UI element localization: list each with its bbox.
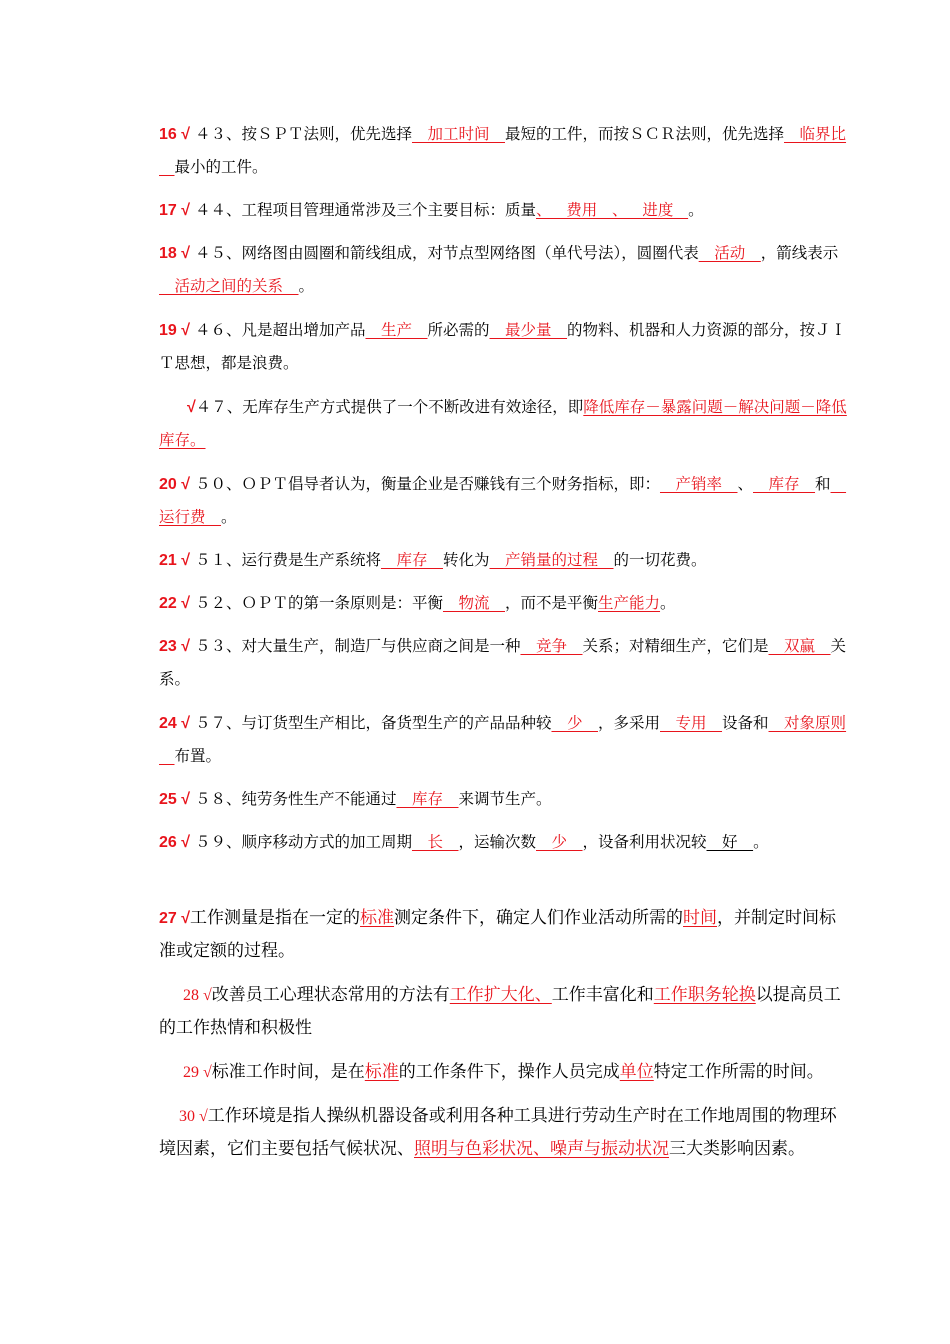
question-28: [159, 979, 849, 1045]
question-text: ４３、按ＳＰＴ法则，优先选择: [194, 125, 412, 143]
answer-blank: 单位: [619, 1062, 654, 1082]
answer-blank: __运行费__: [159, 475, 847, 526]
question-25: [159, 783, 849, 816]
question-18: [159, 237, 849, 303]
question-29: [183, 1056, 853, 1089]
answer-blank: __活动之间的关系__: [159, 277, 299, 295]
question-text: 的物料、机器和人力资源的部分，按ＪＩＴ思想，都是浪费。: [159, 321, 847, 372]
answer-blank: __少__: [536, 833, 583, 851]
question-text: ４７、无库存生产方式提供了一个不断改进有效途径，即: [195, 398, 584, 416]
question-27: [159, 902, 849, 968]
answer-blank: __好__: [706, 833, 754, 851]
answer-blank: __竞争__: [520, 637, 583, 655]
answer-blank: __活动__: [698, 244, 761, 262]
answer-blank: 生产能力: [598, 594, 661, 612]
question-text: 的一切花费。: [613, 551, 707, 569]
question-30: [159, 1100, 849, 1166]
question-text: ，而不是平衡: [505, 594, 599, 612]
question-number: 18 √: [159, 245, 191, 262]
question-text: 关系；对精细生产，它们是: [582, 637, 769, 655]
question-number: 22 √: [159, 595, 191, 612]
question-17: [159, 194, 849, 227]
question-text: 测定条件下，确定人们作业活动所需的: [394, 908, 684, 928]
question-text: 最小的工件。: [174, 158, 268, 176]
answer-blank: __最少量__: [489, 321, 568, 339]
question-26: [159, 826, 849, 859]
question-text: 转化为: [443, 551, 490, 569]
question-text: ，运输次数: [458, 833, 537, 851]
answer-blank: 工作扩大化、: [449, 985, 552, 1005]
question-number: 25 √: [159, 791, 191, 808]
question-text: 设备和: [722, 714, 769, 732]
answer-blank: __库存__: [380, 551, 443, 569]
question-text: ，设备利用状况较: [582, 833, 707, 851]
question-number: 16 √: [159, 126, 191, 143]
question-text: 特定工作所需的时间。: [653, 1062, 824, 1082]
question-number: 17 √: [159, 202, 191, 219]
question-number: 19 √: [159, 322, 191, 339]
answer-blank: __库存__: [753, 475, 816, 493]
answer-blank: 、 费用 、 进度: [535, 201, 689, 219]
question-text: ５７、与订货型生产相比，备货型生产的产品品种较: [194, 714, 552, 732]
question-number: 30 √: [179, 1108, 208, 1125]
answer-blank: __产销量的过程__: [489, 551, 614, 569]
question-text: 关系。: [159, 637, 847, 688]
answer-blank: 照明与色彩状况、噪声与振动状况: [414, 1139, 669, 1159]
question-text: 的工作条件下，操作人员完成: [398, 1062, 620, 1082]
question-text: 。: [660, 594, 676, 612]
question-number: 26 √: [159, 834, 191, 851]
question-23: [159, 630, 849, 696]
question-19: [159, 314, 849, 380]
question-text: 布置。: [174, 747, 222, 765]
question-number: 28 √: [183, 987, 212, 1004]
question-21: [159, 544, 849, 577]
question-number: √: [187, 399, 196, 416]
question-number: 20 √: [159, 476, 191, 493]
question-20: [159, 468, 849, 534]
question-text: 三大类影响因素。: [669, 1139, 805, 1159]
question-16: [159, 118, 849, 184]
answer-blank: __少__: [551, 714, 598, 732]
question-number: 24 √: [159, 715, 191, 732]
question-number: 21 √: [159, 552, 191, 569]
question-text: 。: [688, 201, 704, 219]
answer-blank: __库存__: [396, 790, 459, 808]
question-text: ５２、ＯＰＴ的第一条原则是：平衡: [194, 594, 443, 612]
question-text: 和: [815, 475, 831, 493]
answer-blank: 时间: [683, 908, 718, 928]
answer-blank: __对象原则__: [159, 714, 847, 765]
answer-blank: __长__: [411, 833, 459, 851]
question-text: 以提高员工的工作热情和积极性: [159, 985, 841, 1038]
answer-blank: __专用__: [660, 714, 723, 732]
question-text: ，箭线表示: [760, 244, 839, 262]
answer-blank: __加工时间__: [411, 125, 505, 143]
question-text: ５９、顺序移动方式的加工周期: [194, 833, 412, 851]
question-text: 。: [753, 833, 769, 851]
question-text: ５８、纯劳务性生产不能通过: [194, 790, 397, 808]
question-text: ４５、网络图由圆圈和箭线组成，对节点型网络图（单代号法），圆圈代表: [194, 244, 699, 262]
question-text: 工作丰富化和: [551, 985, 654, 1005]
answer-blank: 标准: [360, 908, 395, 928]
question-text: ４６、凡是超出增加产品: [194, 321, 366, 339]
question-24: [159, 707, 849, 773]
question-text: 最短的工件，而按ＳＣＲ法则，优先选择: [505, 125, 785, 143]
answer-blank: 降低库存－暴露问题－解决问题－降低库存。: [159, 398, 847, 449]
question-number: 27 √: [159, 910, 191, 927]
question-text: ５３、对大量生产，制造厂与供应商之间是一种: [194, 637, 521, 655]
answer-blank: 标准: [364, 1062, 399, 1082]
answer-blank: 工作职务轮换: [653, 985, 756, 1005]
question-number: 29 √: [183, 1064, 212, 1081]
answer-blank: __物流__: [442, 594, 505, 612]
question-text: 。: [221, 508, 237, 526]
question-text: 所必需的: [427, 321, 490, 339]
question-number: 23 √: [159, 638, 191, 655]
question-text: ，多采用: [598, 714, 661, 732]
question-text: 标准工作时间，是在: [211, 1062, 365, 1082]
answer-blank: __生产__: [365, 321, 428, 339]
question-text: ５１、运行费是生产系统将: [194, 551, 381, 569]
question-text: 工作环境是指人操纵机器设备或利用各种工具进行劳动生产时在工作地周围的物理环境因素，它们主要包括气候状况、: [159, 1106, 837, 1159]
question-text: ，并制定时间标准或定额的过程。: [159, 908, 837, 961]
question-text: 工作测量是指在一定的: [190, 908, 361, 928]
question-text: ４４、工程项目管理通常涉及三个主要目标：质量: [194, 201, 536, 219]
question-47: [159, 391, 849, 457]
question-text: ５０、ＯＰＴ倡导者认为，衡量企业是否赚钱有三个财务指标，即：: [194, 475, 660, 493]
question-text: 来调节生产。: [458, 790, 552, 808]
answer-blank: __双赢__: [768, 637, 831, 655]
answer-blank: __产销率__: [659, 475, 738, 493]
question-text: 改善员工心理状态常用的方法有: [211, 985, 450, 1005]
question-text: 。: [298, 277, 315, 295]
question-text: 、: [737, 475, 754, 493]
answer-blank: __临界比__: [159, 125, 847, 176]
question-22: [159, 587, 849, 620]
